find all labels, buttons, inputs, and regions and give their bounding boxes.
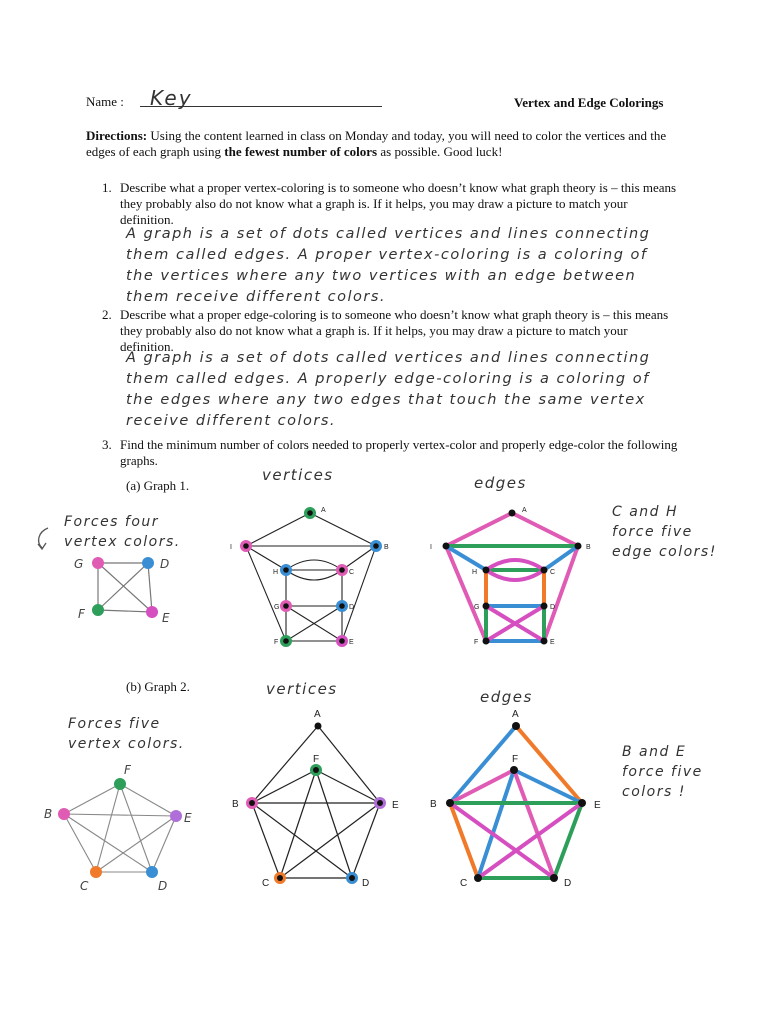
answer-1 [126,224,726,308]
label-d: D [362,878,370,889]
label-c: C [262,878,270,889]
label-a: A [522,507,527,514]
curved-arrow-icon [38,528,48,549]
graph-1-edges [246,513,376,641]
label-c: C [460,878,468,889]
label-d: D [349,604,355,611]
label-a: A [314,709,321,720]
label-c: C [349,569,355,576]
k5-edges [64,784,176,872]
label-b: B [232,799,239,810]
graph-2-left-note-line: Forces five [68,716,161,732]
question-1 [102,180,684,228]
name-value: Key [150,86,193,110]
graph-2-left-note [68,714,185,754]
graph-1-vertex-coloring [228,498,388,648]
name-label: Name : [86,94,124,109]
answer-2-line: the edges where any two edges that touch the same vertex [126,392,646,408]
graph-1-right-note-line: force five [612,524,693,540]
answer-1-line: them called edges. A proper vertex-coloring is a coloring of [126,247,648,263]
graph-1-colored-edges [446,513,578,641]
graph-1-right-note-line: edge colors! [612,544,717,560]
question-2-text: Describe what a proper edge-coloring is to someone who doesn’t know what graph theory is – this means they probably also do not know what a graph is. If it helps, you may draw a picture to match your definition. [120,307,669,354]
small-label-f: F [124,763,131,777]
label-b: B [384,544,389,551]
small-label-f: F [78,607,85,621]
graph-1-edge-coloring [426,498,596,648]
graph-2-vertex-coloring [226,704,406,890]
label-i: I [430,544,432,551]
label-g: G [274,604,280,611]
label-i: I [230,544,232,551]
graph-1-right-note [612,502,717,562]
vertex-g [92,557,104,569]
small-label-d: D [160,557,170,571]
vertex-f [114,778,126,790]
label-a: A [512,709,519,720]
answer-1-line: the vertices where any two vertices with an edge between [126,268,637,284]
label-d: D [564,878,572,889]
directions-label: Directions: [86,128,148,143]
answer-2-line: receive different colors. [126,413,337,429]
label-b: B [430,799,437,810]
graph-2-right-note [622,742,703,802]
small-label-d: D [158,879,168,893]
directions [86,128,686,160]
answer-2 [126,348,726,432]
vertex-c [90,866,102,878]
vertex-e [146,606,158,618]
graph-2-right-note-line: force five [622,764,703,780]
graph-1-left-note-line: vertex colors. [64,534,181,550]
label-e: E [392,800,399,811]
graph-2-edges [252,726,380,878]
small-label-e: E [184,811,192,825]
small-label-e: E [162,611,170,625]
vertex-d [146,866,158,878]
graph-1-vertices-heading: vertices [262,466,334,484]
question-3 [102,437,684,469]
question-2-number: 2. [102,307,112,322]
label-b: B [586,544,591,551]
graph-2-left-note-line: vertex colors. [68,736,185,752]
answer-1-line: them receive different colors. [126,289,387,305]
label-f: F [313,754,320,765]
answer-2-line: A graph is a set of dots called vertices and lines connecting [126,350,651,366]
graph-2-label: (b) Graph 2. [126,679,190,694]
label-e: E [550,639,555,646]
directions-text: Using the content learned in class on Monday and today, you will need to color the vertices and the edges of each graph using [86,128,667,159]
label-f: F [512,754,519,765]
label-h: H [273,569,279,576]
graph-2-vertices-heading: vertices [266,680,338,698]
answer-2-line: them called edges. A properly edge-coloring is a coloring of [126,371,650,387]
label-d: D [550,604,556,611]
directions-emphasis: the fewest number of colors [224,144,378,159]
graph-1-label: (a) Graph 1. [126,478,190,493]
vertex-f [92,604,104,616]
label-f: F [474,639,479,646]
graph-2-right-note-line: B and E [622,744,687,760]
vertex-d [142,557,154,569]
label-a: A [321,507,326,514]
label-e: E [349,639,354,646]
label-h: H [472,569,478,576]
graph-1-left-note-line: Forces four [64,514,160,530]
graph-2-small-sketch [36,764,196,894]
label-e: E [594,800,601,811]
graph-2-edges-heading: edges [480,688,533,706]
label-c: C [550,569,556,576]
graph-2-edge-coloring [424,704,610,890]
question-1-number: 1. [102,180,112,195]
k4-edges [98,563,152,612]
label-g: G [474,604,480,611]
graph-1-small-sketch [30,518,190,628]
question-1-text: Describe what a proper vertex-coloring is to someone who doesn’t know what graph theory is – this means they probably also do not know what a graph is. If it helps, you may draw a picture to match your definition. [120,180,677,227]
question-3-text: Find the minimum number of colors needed to properly vertex-color and properly edge-color the following graphs. [120,437,678,468]
small-label-c: C [80,879,89,893]
label-f: F [274,639,279,646]
small-label-g: G [74,557,84,571]
directions-text-end: as possible. Good luck! [380,144,503,159]
graph-1-right-note-line: C and H [612,504,679,520]
graph-2-colored-edges [450,726,582,878]
graph-1-edges-heading: edges [474,474,527,492]
vertex-e [170,810,182,822]
worksheet-title: Vertex and Edge Colorings [514,95,664,110]
small-label-b: B [44,807,53,821]
graph-2-right-note-line: colors ! [622,784,686,800]
answer-1-line: A graph is a set of dots called vertices and lines connecting [126,226,651,242]
vertex-b [58,808,70,820]
question-3-number: 3. [102,437,112,452]
